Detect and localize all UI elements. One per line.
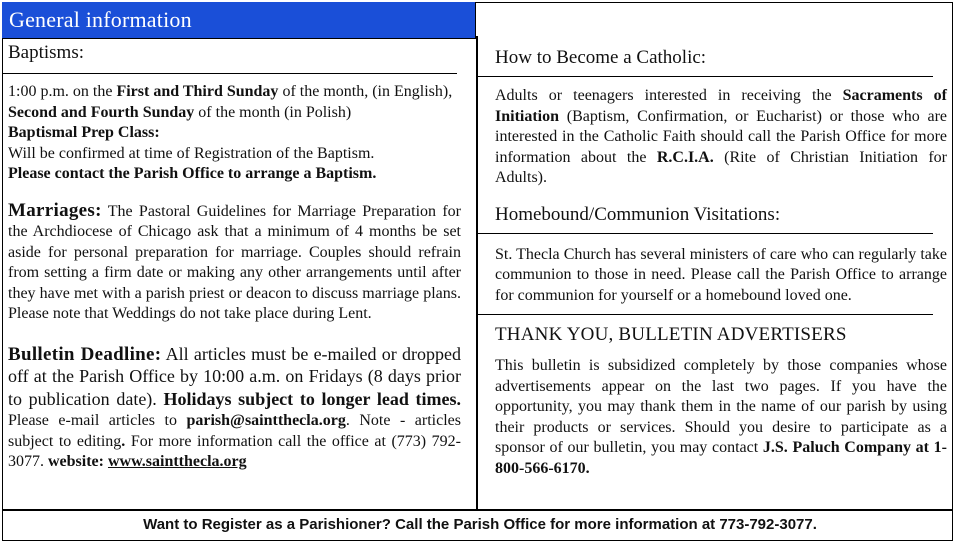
- marriages-label: Marriages:: [8, 199, 102, 221]
- marriages-paragraph: Marriages: The Pastoral Guidelines for Marriage Preparation for the Archdiocese of Chicago ask that a minimum of 4 months be set aside for personal preparation for marriage. Couples should refrain from setting a firm date or making any other arrangements until after they have met with a parish priest or deacon to discuss marriage plans. Please note that Weddings do not take place during Lent.: [8, 199, 461, 322]
- page-title: General information: [9, 7, 192, 32]
- catholic-paragraph: Adults or teenagers interested in receiving the Sacraments of Initiation (Baptism, Confirmation, or Eucharist) or those who are interested in the Catholic Faith should call the Parish Office for more information about the R.C.I.A. (Rite of Christian Initiation for Adults).: [495, 87, 947, 186]
- section-rule: [2, 73, 457, 74]
- left-column: [8, 41, 461, 473]
- baptisms-schedule: 1:00 p.m. on the First and Third Sunday of the month, (in English), Second and Fourth Sunday of the month (in Polish): [8, 83, 453, 121]
- column-divider: [476, 36, 478, 510]
- email-link[interactable]: parish@saintthecla.org: [186, 412, 346, 429]
- section-rule: [477, 233, 933, 234]
- footer-divider: [2, 509, 953, 511]
- catholic-heading: How to Become a Catholic:: [495, 47, 707, 68]
- advertisers-paragraph: This bulletin is subsidized completely by those companies whose advertisements appear on the last two pages. If you have the opportunity, you may thank them in the name of our parish by using their products or services. Should you desire to participate as a sponsor of our bulletin, you may contact J.S. Paluch Company at 1-800-566-6170.: [495, 357, 947, 477]
- section-rule: [477, 314, 933, 315]
- advertisers-heading: THANK YOU, BULLETIN ADVERTISERS: [495, 324, 847, 345]
- bulletin-deadline-paragraph: Bulletin Deadline: All articles must be e-mailed or dropped off at the Parish Office by 10:00 a.m. on Fridays (8 days prior to publication date). Holidays subject to longer lead times. Please e-mail articles to parish@saintthecla.org. Note - articles subject to editing. For more information call the office at (773) 792-3077. website: www.saintthecla.org: [8, 343, 462, 470]
- right-column: [495, 46, 947, 479]
- website-link[interactable]: www.saintthecla.org: [107, 453, 247, 470]
- baptisms-heading: Baptisms:: [8, 42, 85, 63]
- baptism-prep-text: Will be confirmed at time of Registration of the Baptism.: [8, 144, 375, 162]
- homebound-paragraph: St. Thecla Church has several ministers of care who can regularly take communion to those in need. Please call the Parish Office to arrange for communion for yourself or a homebound loved one.: [495, 245, 947, 304]
- section-rule: [477, 76, 933, 77]
- homebound-heading: Homebound/Communion Visitations:: [495, 203, 781, 225]
- footer-register-text: Want to Register as a Parishioner? Call the Parish Office for more information at 773-792-3077.: [143, 516, 817, 533]
- header-bar: [2, 2, 476, 39]
- baptism-prep-title: Baptismal Prep Class:: [8, 124, 160, 141]
- bulletin-deadline-label: Bulletin Deadline:: [8, 343, 162, 365]
- baptism-contact: Please contact the Parish Office to arrange a Baptism.: [8, 165, 377, 182]
